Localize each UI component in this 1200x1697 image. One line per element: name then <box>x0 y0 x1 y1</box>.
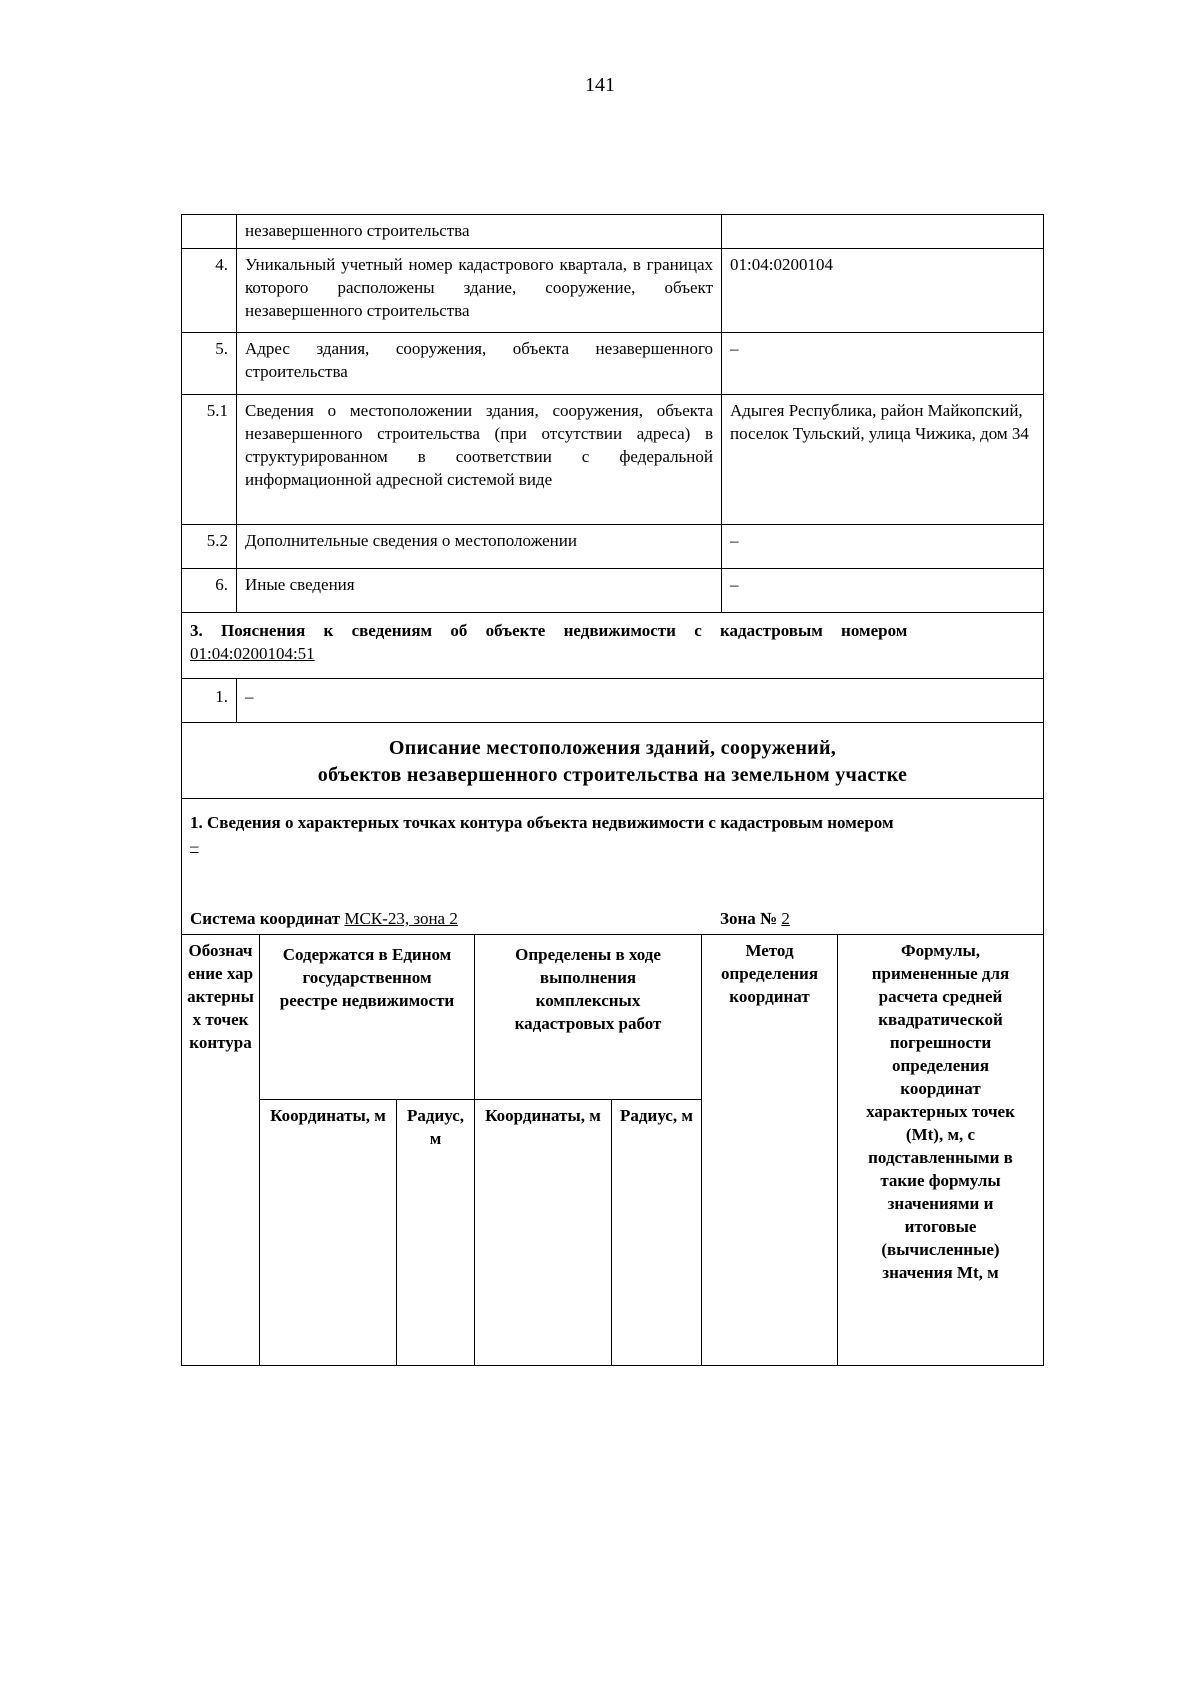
row-value: – <box>722 525 1044 569</box>
coord-system-line <box>190 907 1035 930</box>
row-number: 4. <box>182 249 237 333</box>
description-title-line1: Описание местоположения зданий, сооружений, <box>388 737 837 759</box>
row-number: 5.1 <box>182 395 237 525</box>
row-value: – <box>722 569 1044 613</box>
table-row <box>182 395 1044 525</box>
section-heading: 3. Пояснения к сведениям об объекте недвижимости с кадастровым номером <box>190 621 908 640</box>
table-header-row <box>182 935 1044 1100</box>
table-row <box>182 249 1044 333</box>
row-label: Дополнительные сведения о местоположении <box>237 525 722 569</box>
col-header-egrn: Содержатся в Едином государственном реестре недвижимости <box>260 935 475 1100</box>
row-number <box>182 215 237 249</box>
subheader-coordinates: Координаты, м <box>475 1100 612 1366</box>
col-header-method: Метод определения координат <box>702 935 838 1366</box>
page-number: 141 <box>585 74 615 96</box>
points-subheading-value: – <box>190 836 199 855</box>
row-value: – <box>237 679 1044 723</box>
col-header-formulas: Формулы, примененные для расчета средней квадратической погрешности определения координат характерных точек (Mt), м, с подставленными в такие формулы значениями и итоговые (вычисленные) значения Mt, м <box>838 935 1044 1366</box>
row-number: 1. <box>182 679 237 723</box>
row-label: Иные сведения <box>237 569 722 613</box>
table-row <box>182 569 1044 613</box>
zone-value: 2 <box>781 909 790 928</box>
row-number: 5. <box>182 333 237 395</box>
table-row <box>182 525 1044 569</box>
row-number: 6. <box>182 569 237 613</box>
cadastral-number: 01:04:0200104:51 <box>190 644 315 663</box>
table-row <box>182 215 1044 249</box>
object-info-table <box>181 214 1044 613</box>
table-row <box>182 679 1044 723</box>
row-label: незавершенного строительства <box>237 215 722 249</box>
description-title-row <box>182 723 1044 799</box>
zone-label: Зона № <box>720 909 778 928</box>
row-value: Адыгея Республика, район Майкопский, поселок Тульский, улица Чижика, дом 34 <box>722 395 1044 525</box>
description-title-line2: объектов незавершенного строительства на земельном участке <box>317 764 908 786</box>
row-label: Сведения о местоположении здания, сооружения, объекта незавершенного строительства (при отсутствии адреса) в структурированном в соответствии с федеральной информационной адресной системой виде <box>237 395 722 525</box>
explanations-table <box>181 612 1044 935</box>
col-header-designation: Обозначение характерных точек контура <box>182 935 260 1366</box>
section-heading-row <box>182 613 1044 679</box>
row-value: – <box>722 333 1044 395</box>
coord-info-row <box>182 799 1044 935</box>
points-subheading: 1. Сведения о характерных точках контура объекта недвижимости с кадастровым номером <box>190 813 894 832</box>
col-header-kkr: Определены в ходе выполнения комплексных кадастровых работ <box>475 935 702 1100</box>
subheader-radius: Радиус, м <box>612 1100 702 1366</box>
coord-system-label: Система координат <box>190 909 341 928</box>
row-label: Адрес здания, сооружения, объекта незавершенного строительства <box>237 333 722 395</box>
row-label: Уникальный учетный номер кадастрового квартала, в границах которого расположены здание, сооружение, объект незавершенного строительства <box>237 249 722 333</box>
coord-system-value: МСК-23, зона 2 <box>344 909 458 928</box>
row-value <box>722 215 1044 249</box>
row-value: 01:04:0200104 <box>722 249 1044 333</box>
subheader-coordinates: Координаты, м <box>260 1100 397 1366</box>
table-row <box>182 333 1044 395</box>
document-body <box>181 214 1044 1366</box>
row-number: 5.2 <box>182 525 237 569</box>
subheader-radius: Радиус, м <box>397 1100 475 1366</box>
contour-points-table <box>181 934 1044 1366</box>
